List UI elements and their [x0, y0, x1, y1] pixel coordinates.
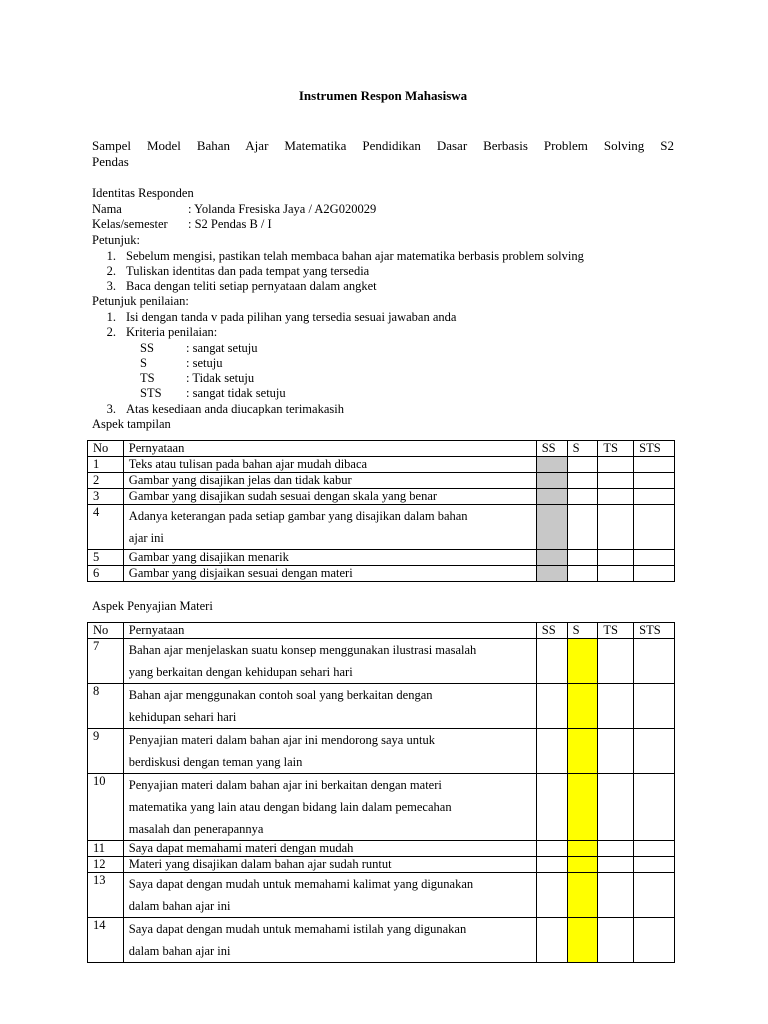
table-row	[88, 774, 675, 841]
header-no: No	[88, 623, 124, 639]
document-subtitle: Sampel Model Bahan Ajar Matematika Pendidikan Dasar Berbasis Problem Solving S2	[92, 138, 674, 153]
row-number: 7	[88, 639, 124, 684]
petunjuk-item: 1. Sebelum mengisi, pastikan telah membaca bahan ajar matematika berbasis problem solving	[106, 249, 584, 263]
answer-cell-ts[interactable]	[598, 918, 634, 963]
petunjuk-heading: Petunjuk:	[92, 233, 140, 247]
kelas-value: : S2 Pendas B / I	[188, 217, 272, 231]
answer-cell-s[interactable]	[567, 918, 598, 963]
answer-cell-s[interactable]	[567, 774, 598, 841]
answer-cell-ss[interactable]	[536, 473, 567, 489]
answer-cell-s[interactable]	[567, 489, 598, 505]
answer-cell-sts[interactable]	[634, 774, 675, 841]
answer-cell-ss[interactable]	[536, 729, 567, 774]
answer-cell-sts[interactable]	[634, 505, 675, 550]
answer-cell-sts[interactable]	[634, 857, 675, 873]
answer-cell-ss[interactable]	[536, 873, 567, 918]
answer-cell-s[interactable]	[567, 873, 598, 918]
table-row	[88, 918, 675, 963]
row-number: 13	[88, 873, 124, 918]
nama-value: : Yolanda Fresiska Jaya / A2G020029	[188, 202, 377, 216]
row-statement: Saya dapat dengan mudah untuk memahami istilah yang digunakan dalam bahan ajar ini	[123, 918, 536, 963]
answer-cell-ts[interactable]	[598, 729, 634, 774]
answer-cell-ts[interactable]	[598, 639, 634, 684]
row-number: 3	[88, 489, 124, 505]
answer-cell-sts[interactable]	[634, 550, 675, 566]
row-statement: Teks atau tulisan pada bahan ajar mudah dibaca	[123, 457, 536, 473]
row-statement: Penyajian materi dalam bahan ajar ini berkaitan dengan materi matematika yang lain atau dengan bidang lain dalam pemecahan masalah dan penerapannya	[123, 774, 536, 841]
answer-cell-sts[interactable]	[634, 918, 675, 963]
row-statement: Saya dapat memahami materi dengan mudah	[123, 841, 536, 857]
aspek-tampilan-heading: Aspek tampilan	[92, 417, 171, 431]
answer-cell-s[interactable]	[567, 473, 598, 489]
answer-cell-s[interactable]	[567, 857, 598, 873]
answer-cell-ts[interactable]	[598, 550, 634, 566]
answer-cell-ts[interactable]	[598, 457, 634, 473]
answer-cell-s[interactable]	[567, 729, 598, 774]
header-ts: TS	[598, 623, 634, 639]
answer-cell-ts[interactable]	[598, 873, 634, 918]
answer-cell-ts[interactable]	[598, 489, 634, 505]
answer-cell-sts[interactable]	[634, 489, 675, 505]
header-no: No	[88, 441, 124, 457]
answer-cell-ts[interactable]	[598, 505, 634, 550]
penilaian-item: 2. Kriteria penilaian:	[106, 325, 218, 339]
table-row	[88, 489, 675, 505]
row-statement: Gambar yang disjaikan sesuai dengan materi	[123, 566, 536, 582]
row-number: 12	[88, 857, 124, 873]
answer-cell-ss[interactable]	[536, 918, 567, 963]
table-row	[88, 857, 675, 873]
row-statement: Penyajian materi dalam bahan ajar ini mendorong saya untuk berdiskusi dengan teman yang lain	[123, 729, 536, 774]
row-statement: Bahan ajar menjelaskan suatu konsep menggunakan ilustrasi masalah yang berkaitan dengan kehidupan sehari hari	[123, 639, 536, 684]
answer-cell-sts[interactable]	[634, 684, 675, 729]
answer-cell-ts[interactable]	[598, 774, 634, 841]
petunjuk-item: 2. Tuliskan identitas dan pada tempat yang tersedia	[106, 264, 370, 278]
nama-label: Nama	[92, 202, 122, 216]
table-row	[88, 639, 675, 684]
answer-cell-ss[interactable]	[536, 774, 567, 841]
row-number: 1	[88, 457, 124, 473]
row-number: 11	[88, 841, 124, 857]
answer-cell-ss[interactable]	[536, 684, 567, 729]
table-header-row	[88, 441, 675, 457]
table-row	[88, 566, 675, 582]
answer-cell-sts[interactable]	[634, 639, 675, 684]
answer-cell-s[interactable]	[567, 457, 598, 473]
answer-cell-s[interactable]	[567, 505, 598, 550]
aspek-penyajian-heading: Aspek Penyajian Materi	[92, 599, 213, 613]
answer-cell-sts[interactable]	[634, 729, 675, 774]
row-statement: Gambar yang disajikan sudah sesuai dengan skala yang benar	[123, 489, 536, 505]
header-pernyataan: Pernyataan	[123, 441, 536, 457]
header-sts: STS	[634, 441, 675, 457]
answer-cell-ss[interactable]	[536, 639, 567, 684]
answer-cell-s[interactable]	[567, 684, 598, 729]
document-title: Instrumen Respon Mahasiswa	[298, 88, 468, 103]
row-number: 5	[88, 550, 124, 566]
answer-cell-sts[interactable]	[634, 841, 675, 857]
table-row	[88, 550, 675, 566]
header-s: S	[567, 441, 598, 457]
answer-cell-ss[interactable]	[536, 841, 567, 857]
row-statement: Bahan ajar menggunakan contoh soal yang berkaitan dengan kehidupan sehari hari	[123, 684, 536, 729]
header-ss: SS	[536, 441, 567, 457]
nama-row	[92, 202, 376, 217]
header-pernyataan: Pernyataan	[123, 623, 536, 639]
aspek-tampilan-table	[87, 440, 675, 582]
row-number: 4	[88, 505, 124, 550]
row-number: 6	[88, 566, 124, 582]
table-row	[88, 841, 675, 857]
penilaian-item: 1. Isi dengan tanda v pada pilihan yang tersedia sesuai jawaban anda	[106, 310, 457, 324]
answer-cell-sts[interactable]	[634, 566, 675, 582]
answer-cell-ss[interactable]	[536, 505, 567, 550]
header-sts: STS	[634, 623, 675, 639]
answer-cell-sts[interactable]	[634, 873, 675, 918]
answer-cell-ss[interactable]	[536, 457, 567, 473]
table-header-row	[88, 623, 675, 639]
answer-cell-ts[interactable]	[598, 684, 634, 729]
identitas-heading: Identitas Responden	[92, 186, 194, 200]
answer-cell-s[interactable]	[567, 841, 598, 857]
answer-cell-ss[interactable]	[536, 550, 567, 566]
row-number: 10	[88, 774, 124, 841]
answer-cell-s[interactable]	[567, 566, 598, 582]
row-number: 9	[88, 729, 124, 774]
answer-cell-ts[interactable]	[598, 473, 634, 489]
answer-cell-ss[interactable]	[536, 857, 567, 873]
answer-cell-s[interactable]	[567, 639, 598, 684]
answer-cell-ts[interactable]	[598, 566, 634, 582]
header-s: S	[567, 623, 598, 639]
penilaian-heading: Petunjuk penilaian:	[92, 294, 189, 308]
header-ts: TS	[598, 441, 634, 457]
answer-cell-ts[interactable]	[598, 841, 634, 857]
answer-cell-s[interactable]	[567, 550, 598, 566]
answer-cell-sts[interactable]	[634, 457, 675, 473]
document-subtitle-continued: Pendas	[92, 154, 129, 169]
answer-cell-ts[interactable]	[598, 857, 634, 873]
table-row	[88, 505, 675, 550]
table-row	[88, 729, 675, 774]
kriteria-item: SS : sangat setuju	[140, 341, 258, 355]
row-number: 8	[88, 684, 124, 729]
header-ss: SS	[536, 623, 567, 639]
kelas-label: Kelas/semester	[92, 217, 168, 231]
table-row	[88, 457, 675, 473]
kriteria-item: S : setuju	[140, 356, 223, 370]
answer-cell-ss[interactable]	[536, 489, 567, 505]
row-statement: Saya dapat dengan mudah untuk memahami kalimat yang digunakan dalam bahan ajar ini	[123, 873, 536, 918]
answer-cell-sts[interactable]	[634, 473, 675, 489]
row-statement: Materi yang disajikan dalam bahan ajar sudah runtut	[123, 857, 536, 873]
row-number: 14	[88, 918, 124, 963]
aspek-penyajian-table	[87, 622, 675, 963]
kriteria-item: STS : sangat tidak setuju	[140, 386, 286, 400]
kriteria-item: TS : Tidak setuju	[140, 371, 255, 385]
table-row	[88, 873, 675, 918]
penilaian-item: 3. Atas kesediaan anda diucapkan terimakasih	[106, 402, 344, 416]
row-number: 2	[88, 473, 124, 489]
answer-cell-ss[interactable]	[536, 566, 567, 582]
petunjuk-item: 3. Baca dengan teliti setiap pernyataan dalam angket	[106, 279, 377, 293]
table-row	[88, 684, 675, 729]
row-statement: Gambar yang disajikan menarik	[123, 550, 536, 566]
row-statement: Adanya keterangan pada setiap gambar yang disajikan dalam bahan ajar ini	[123, 505, 536, 550]
table-row	[88, 473, 675, 489]
row-statement: Gambar yang disajikan jelas dan tidak kabur	[123, 473, 536, 489]
kelas-row	[92, 217, 272, 232]
